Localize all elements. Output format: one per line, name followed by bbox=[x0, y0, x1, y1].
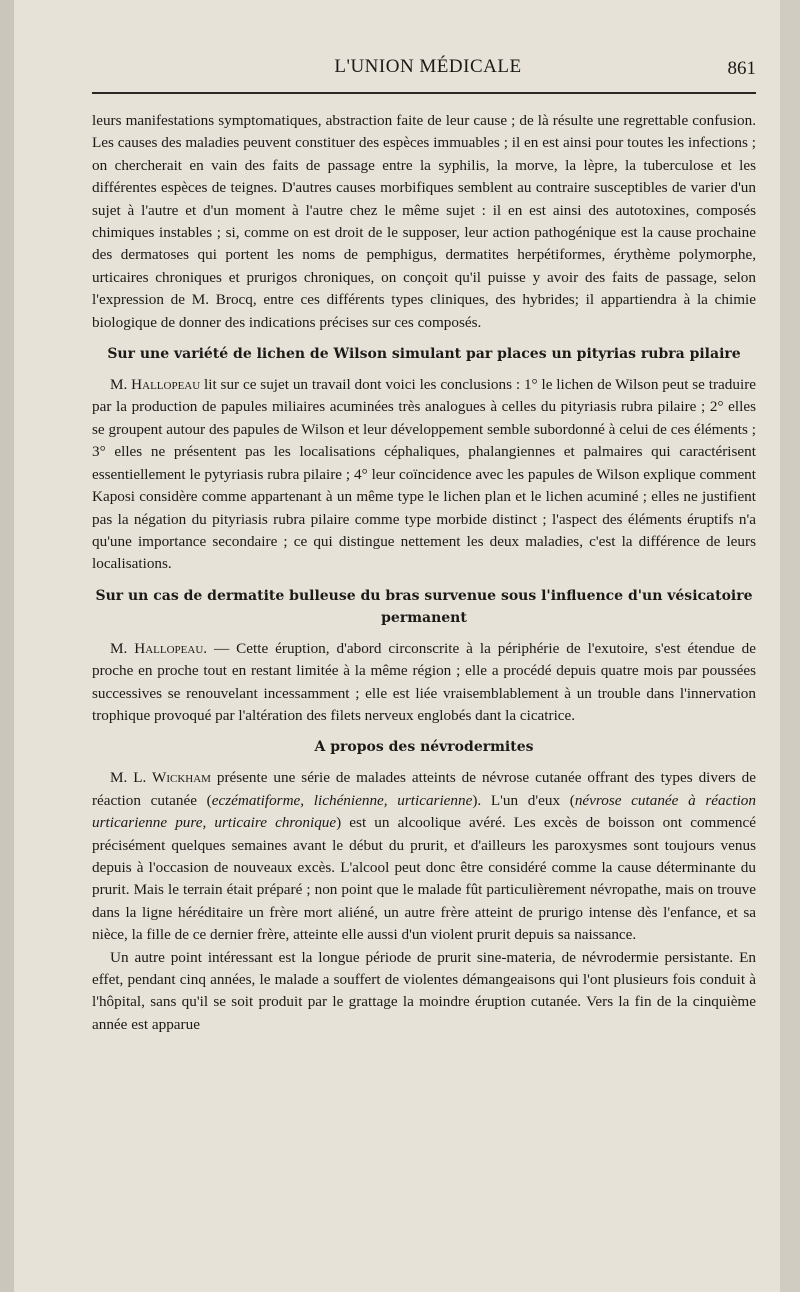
italic-text: névrose cutanée à réaction urticarienne pure, urticaire chronique bbox=[92, 791, 756, 832]
section-paragraph-lichen bbox=[92, 374, 756, 576]
section-paragraph-nevrodermites bbox=[92, 767, 756, 946]
section-paragraph-dermatite bbox=[92, 638, 756, 728]
paragraph-text: présente une série de malades atteints de névrose cutanée offrant des types divers de réaction cutanée ( bbox=[92, 769, 756, 809]
author-name: M. Hallopeau. bbox=[110, 639, 208, 657]
section-paragraph-nevrodermites-2: Un autre point intéressant est la longue période de prurit sine-materia, de névrodermie persistante. En effet, pendant cinq années, le malade a souffert de violentes démangeaisons qui l'ont plusieurs fois conduit à l'hôpital, sans qu'il se soit produit par le grattage la moindre éruption cutanée. Vers la fin de la cinquième année est apparue bbox=[92, 948, 756, 1033]
header-rule bbox=[92, 92, 756, 94]
italic-text: eczématiforme, lichénienne, urticarienne bbox=[211, 791, 473, 809]
section-title-nevrodermites: A propos des névrodermites bbox=[314, 739, 534, 756]
section-title-lichen: Sur une variété de lichen de Wilson simulant par places un pityrias rubra pilaire bbox=[107, 346, 741, 363]
paragraph-text: lit sur ce sujet un travail dont voici les conclusions : 1° le lichen de Wilson peut se traduire par la production de papules miliaires acuminées très analogues à celles du pityriasis rubra pilaire ; 2° elles se groupent autour des papules de Wilson et leur développement semble subordonné à celui de ces éléments ; 3° elles ne présentent pas les localisations céphaliques, phalangiennes et palmaires qui caractérisent essentiellement le pytyriasis rubra pilaire ; 4° leur coïncidence avec les papules de Wilson explique comment Kaposi considère comme appartenant à un même type le lichen plan et le lichen acuminé ; elles ne justifient pas la négation du pityriasis rubra pilaire comme type morbide distinct ; l'aspect des éléments éruptifs n'a qu'une importance secondaire ; ce qui distingue nettement les deux maladies, c'est la différence de leurs localisations. bbox=[92, 376, 756, 573]
page-margin-edge bbox=[780, 0, 800, 1292]
section-title-dermatite: Sur un cas de dermatite bulleuse du bras survenue sous l'influence d'un vésicatoire permanent bbox=[95, 587, 753, 626]
running-title: L'UNION MÉDICALE bbox=[334, 56, 522, 77]
paragraph-text: ) est un alcoolique avéré. Les excès de boisson ont commencé précisément quelques semaines avant le début du prurit, et d'ailleurs les paroxysmes sont toujours venus depuis à l'occasion de nouveaux excès. L'alcool peut donc être considéré comme la cause déterminante du prurit. Mais le terrain était préparé ; non point que le malade fût particulièrement névropathe, mais on trouve dans la ligne héréditaire un frère mort aliéné, un autre frère atteint de prurigo intense dès l'enfance, et sa nièce, la fille de ce dernier frère, atteinte elle aussi d'un violent prurit depuis sa naissance. bbox=[92, 814, 756, 944]
page-number: 861 bbox=[727, 58, 756, 79]
author-name: M. L. Wickham bbox=[110, 769, 211, 787]
page-header bbox=[92, 56, 764, 86]
paragraph-text: — Cette éruption, d'abord circonscrite à la périphérie de l'exutoire, s'est étendue de proche en proche tout en restant limitée à la même région ; elle a procédé depuis quatre mois par poussées successives se renouvelant incessamment ; elle est liée vraisemblablement à un trouble dans l'innervation trophique provoqué par l'altération des filets nerveux englobés dant la cicatrice. bbox=[92, 639, 757, 724]
article-body bbox=[92, 110, 756, 1036]
page-margin-shadow bbox=[0, 0, 14, 1292]
continuation-paragraph: leurs manifestations symptomatiques, abstraction faite de leur cause ; de là résulte une regrettable confusion. Les causes des maladies peuvent constituer des espèces immuables ; il en est ainsi pour toutes les infections ; on chercherait en vain des faits de passage entre la syphilis, la morve, la lèpre, la tuberculose et les différentes espèces de teignes. D'autres causes morbifiques semblent au contraire susceptibles de varier d'un sujet à l'autre et d'un moment à l'autre chez le même sujet : il en est ainsi des autotoxines, composés chimiques instables ; si, comme on est droit de le supposer, leur action pathogénique est la cause prochaine des dermatoses qui portent les noms de pemphigus, dermatites herpétiformes, érythème polymorphe, urticaires chroniques et prurigos chroniques, on conçoit qu'il puisse y avoir des faits de passage, selon l'expression de M. Brocq, entre ces différents types cliniques, des hybrides; il appartiendra à la chimie biologique de donner des indications précises sur ces composés. bbox=[92, 112, 756, 331]
author-name: M. Hallopeau bbox=[110, 376, 201, 394]
paragraph-text: ). L'un d'eux ( bbox=[472, 791, 575, 809]
